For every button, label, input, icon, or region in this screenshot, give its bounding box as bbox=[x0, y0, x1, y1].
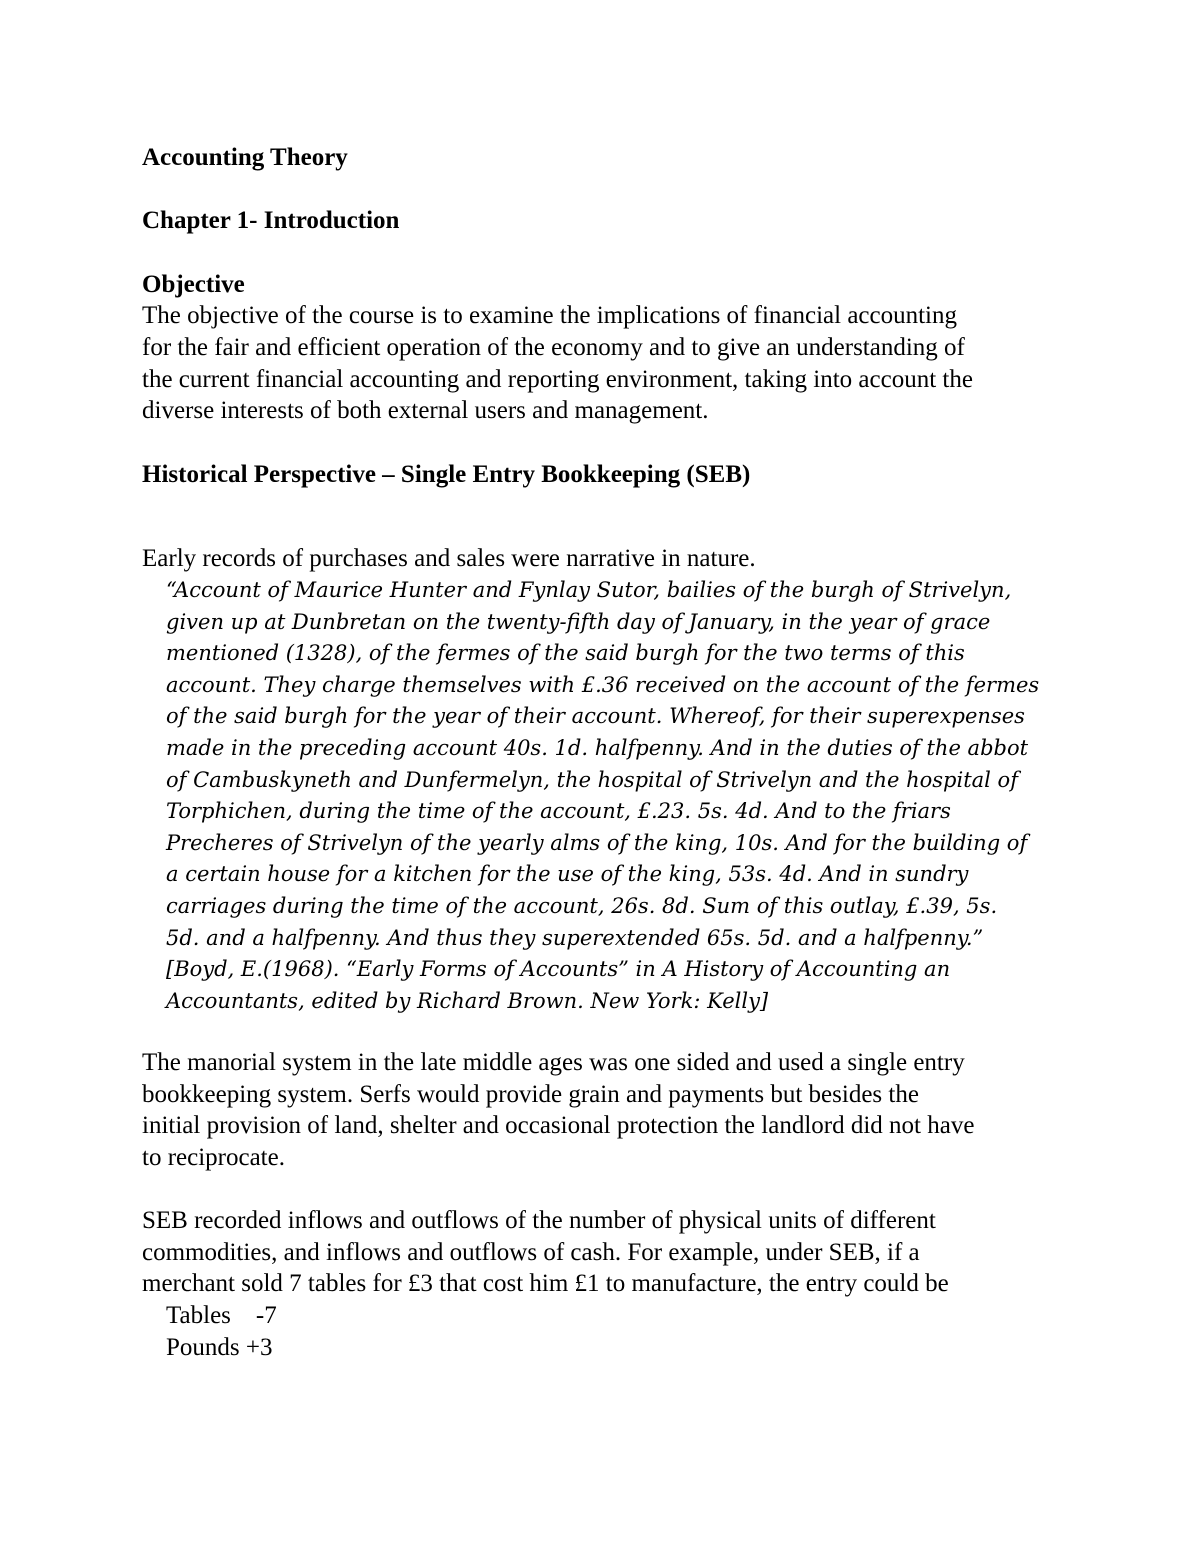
quote-line: given up at Dunbretan on the twenty-fifth day of January, in the year of grace bbox=[166, 609, 991, 634]
chapter-heading: Chapter 1- Introduction bbox=[142, 207, 400, 234]
quote-line: Torphichen, during the time of the account, £.23. 5s. 4d. And to the friars bbox=[166, 799, 951, 824]
quote-line: mentioned (1328), of the fermes of the said burgh for the two terms of this bbox=[166, 641, 965, 666]
entry-tables: Tables -7 bbox=[166, 1302, 277, 1329]
early-records-text: Early records of purchases and sales were narrative in nature. bbox=[142, 545, 756, 572]
objective-line: The objective of the course is to examine the implications of financial accounting bbox=[142, 302, 958, 329]
seb-line: merchant sold 7 tables for £3 that cost him £1 to manufacture, the entry could be bbox=[142, 1270, 949, 1297]
objective-heading: Objective bbox=[142, 271, 245, 298]
quote-line: “Account of Maurice Hunter and Fynlay Sutor, bailies of the burgh of Strivelyn, bbox=[166, 578, 1012, 602]
objective-line: for the fair and efficient operation of the economy and to give an understanding of bbox=[142, 334, 965, 361]
manorial-line: to reciprocate. bbox=[142, 1144, 285, 1171]
quote-line: 5d. and a halfpenny. And thus they superextended 65s. 5d. and a halfpenny.” bbox=[166, 925, 984, 950]
quote-citation-line: Accountants, edited by Richard Brown. New York: Kelly] bbox=[166, 988, 769, 1013]
manorial-line: bookkeeping system. Serfs would provide grain and payments but besides the bbox=[142, 1081, 919, 1108]
quote-citation-line: [Boyd, E.(1968). “Early Forms of Accounts” in A History of Accounting an bbox=[166, 957, 951, 982]
objective-line: the current financial accounting and reporting environment, taking into account the bbox=[142, 366, 973, 393]
history-heading: Historical Perspective – Single Entry Bookkeeping (SEB) bbox=[142, 461, 751, 488]
entry-pounds: Pounds +3 bbox=[166, 1334, 273, 1361]
quote-line: carriages during the time of the account, 26s. 8d. Sum of this outlay, £.39, 5s. bbox=[166, 893, 998, 918]
quote-line: made in the preceding account 40s. 1d. halfpenny. And in the duties of the abbot bbox=[166, 735, 1029, 760]
document-title: Accounting Theory bbox=[142, 144, 348, 171]
quote-line: account. They charge themselves with £.36 received on the account of the fermes bbox=[166, 672, 1040, 697]
quote-line: Precheres of Strivelyn of the yearly alms of the king, 10s. And for the building of bbox=[166, 830, 1028, 855]
seb-line: commodities, and inflows and outflows of cash. For example, under SEB, if a bbox=[142, 1239, 920, 1266]
quote-line: of the said burgh for the year of their account. Whereof, for their superexpenses bbox=[166, 704, 1025, 729]
manorial-line: The manorial system in the late middle ages was one sided and used a single entry bbox=[142, 1049, 965, 1076]
manorial-line: initial provision of land, shelter and occasional protection the landlord did not have bbox=[142, 1112, 975, 1139]
objective-line: diverse interests of both external users and management. bbox=[142, 397, 709, 424]
historical-quote bbox=[166, 575, 1039, 1017]
seb-line: SEB recorded inflows and outflows of the number of physical units of different bbox=[142, 1207, 936, 1234]
quote-line: of Cambuskyneth and Dunfermelyn, the hospital of Strivelyn and the hospital of bbox=[166, 767, 1018, 792]
quote-line: a certain house for a kitchen for the use of the king, 53s. 4d. And in sundry bbox=[166, 862, 969, 887]
